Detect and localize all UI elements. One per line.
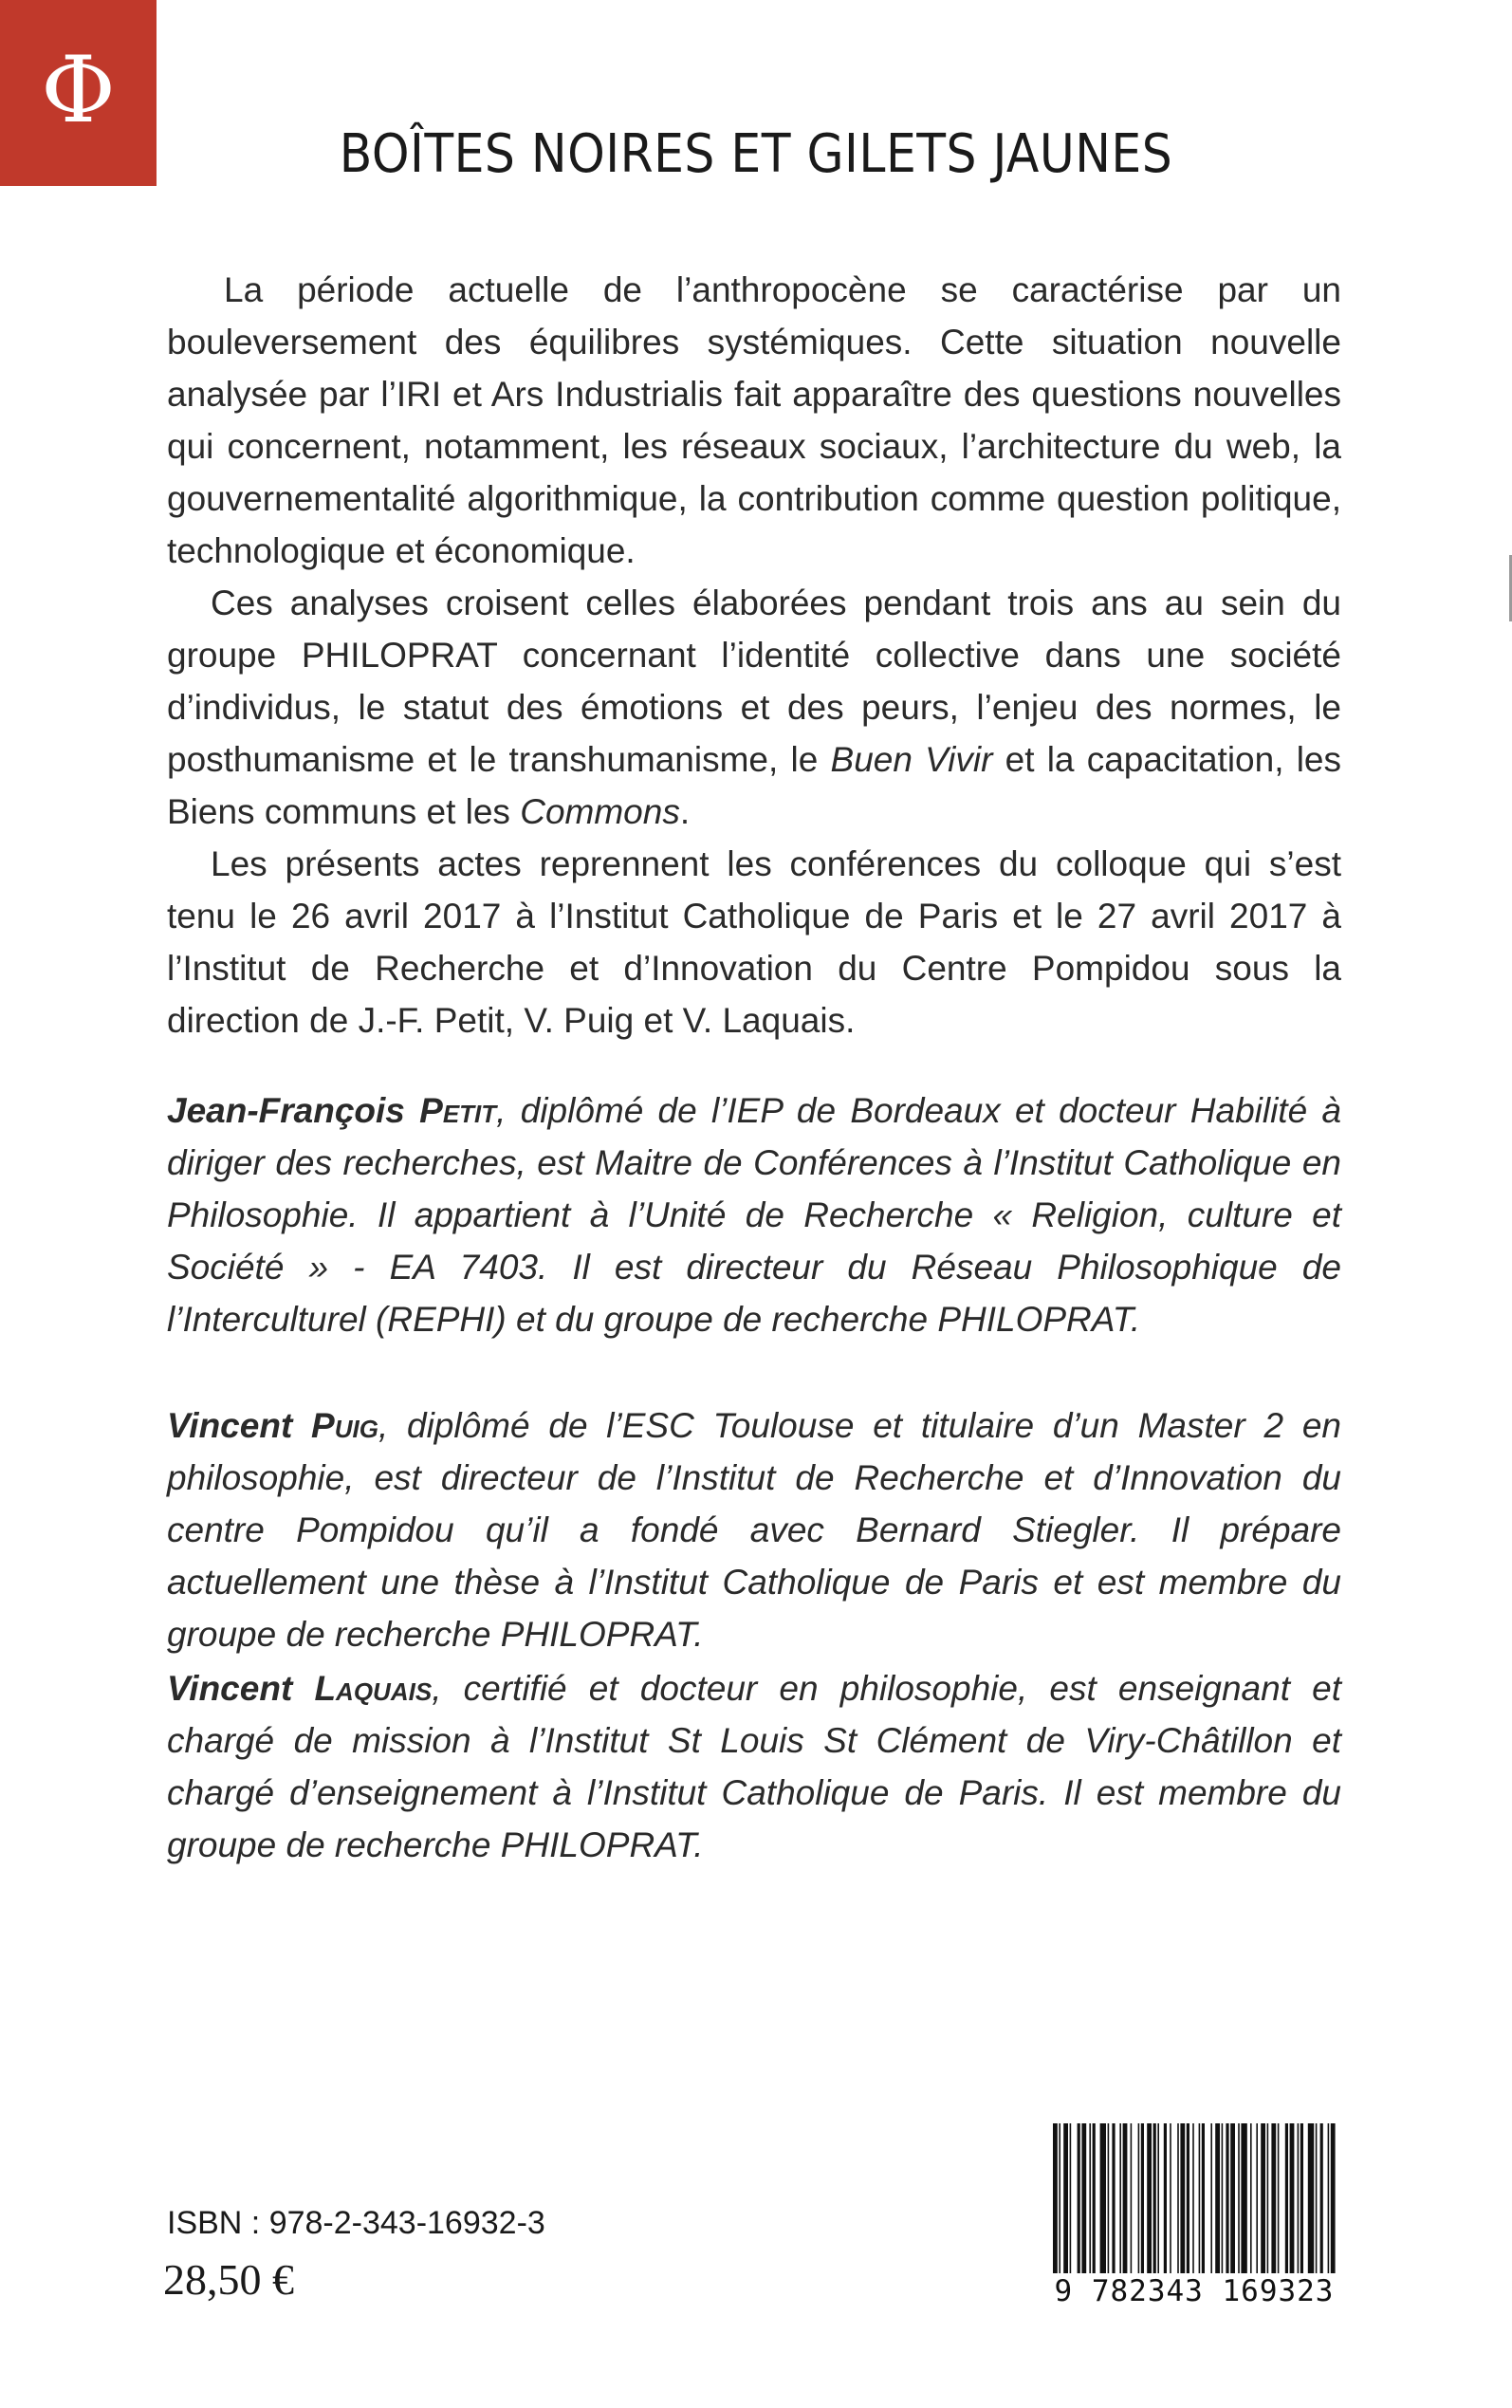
barcode-bar [1063, 2123, 1068, 2273]
barcode-bar [1123, 2123, 1128, 2273]
barcode-bar [1278, 2123, 1280, 2273]
barcode-bar [1300, 2123, 1303, 2273]
barcode-bar [1138, 2123, 1140, 2273]
author-first-name: Vincent [167, 1406, 312, 1445]
barcode-bar [1256, 2123, 1258, 2273]
barcode-bar [1226, 2123, 1228, 2273]
barcode-bar [1267, 2123, 1269, 2273]
barcode-bar [1202, 2123, 1205, 2273]
barcode-bar [1271, 2123, 1276, 2273]
summary-paragraph-1: La période actuelle de l’anthropocène se caractérise par un bouleversement des équilibres systémiques. Cette situation nouvelle analysée par l’IRI et Ars Industrialis fait apparaître des questions nouvelles qui concernent, notamment, les réseaux sociaux, l’architecture du web, la gouvernementalité algorithmique, la contribution comme question politique, technologique et économique. [167, 270, 1341, 570]
barcode-bar [1199, 2123, 1201, 2285]
barcode-bar [1157, 2123, 1159, 2273]
summary-paragraph-2 [167, 577, 1341, 838]
author-first-name: Vincent [167, 1669, 315, 1708]
barcode-bar [1081, 2123, 1086, 2273]
barcode-bar [1078, 2123, 1080, 2273]
barcode-bar [1059, 2123, 1060, 2285]
author-bio-text: , diplômé de l’IEP de Bordeaux et docteur Habilité à diriger des recherches, est Maitre de Conférences à l’Institut Catholique en Philosophie. Il appartient à l’Unité de Recherche « Religion, culture et Société » - EA 7403. Il est directeur du Réseau Philosophique de l’Interculturel (REPHI) et du groupe de recherche PHILOPRAT. [167, 1091, 1342, 1339]
barcode-bar [1298, 2123, 1300, 2273]
barcode-bar [1153, 2123, 1156, 2273]
barcode-bar [1210, 2123, 1212, 2273]
barcode-bar [1241, 2123, 1246, 2273]
author-bio-puig [167, 1399, 1341, 1660]
barcode-bar [1112, 2123, 1115, 2273]
barcode-bar [1180, 2123, 1185, 2273]
barcode-bar [1290, 2123, 1295, 2273]
author-surname: Puig [311, 1406, 378, 1445]
barcode-bar [1108, 2123, 1110, 2273]
isbn-label: ISBN : 978-2-343-16932-3 [167, 2205, 545, 2241]
author-bio-text: , certifié et docteur en philosophie, est enseignant et chargé de mission à l’Institut St Louis St Clément de Viry-Châtillon et chargé d’enseignement à l’Institut Catholique de Paris. Il est membre du groupe de recherche PHILOPRAT. [167, 1669, 1342, 1864]
barcode-bar [1093, 2123, 1096, 2273]
barcode-icon [1047, 2123, 1341, 2285]
barcode-bar [1230, 2123, 1235, 2273]
summary-text: et la capacitation, les Biens communs et les [167, 740, 1341, 831]
barcode-bar [1192, 2123, 1194, 2285]
book-title: BOÎTES NOIRES ET GILETS JAUNES [339, 123, 1173, 185]
barcode-bar [1141, 2123, 1144, 2273]
barcode-bar [1070, 2123, 1072, 2273]
barcode-bar [1053, 2123, 1058, 2285]
barcode-bar [1261, 2123, 1265, 2273]
barcode-bar [1147, 2123, 1152, 2273]
summary-text: Ces analyses croisent celles élaborées pendant trois ans au sein du groupe PHILOPRAT concernant l’identité collective dans une société d’individus, le statut des émotions et des peurs, l’enjeu des normes, le posthumanisme et le transhumanisme, le [167, 583, 1341, 779]
summary-text: . [679, 792, 691, 831]
barcode [1047, 2123, 1341, 2309]
barcode-bar [1100, 2123, 1106, 2273]
barcode-bar [1222, 2123, 1224, 2273]
barcode-bar [1187, 2123, 1189, 2273]
summary-italic-term: Buen Vivir [830, 740, 993, 779]
barcode-bar [1285, 2123, 1288, 2273]
author-bio-text: , diplômé de l’ESC Toulouse et titulaire d’un Master 2 en philosophie, est directeur de l’Institut de Recherche et d’Innovation du centre Pompidou qu’il a fondé avec Bernard Stiegler. Il prépare actuellement une thèse à l’Institut Catholique de Paris et est membre du groupe de recherche PHILOPRAT. [167, 1406, 1341, 1654]
barcode-bar [1316, 2123, 1318, 2273]
barcode-digits: 9 782343 169323 [1047, 2273, 1341, 2309]
summary-italic-term: Commons [520, 792, 680, 831]
author-bio-laquais [167, 1662, 1341, 1871]
price-label: 28,50 € [163, 2255, 294, 2304]
barcode-bar [1328, 2123, 1330, 2285]
barcode-bar [1089, 2123, 1091, 2273]
book-summary [167, 264, 1341, 1047]
author-surname: Laquais [314, 1669, 433, 1708]
author-first-name: Jean-François [167, 1091, 420, 1130]
author-bio-petit [167, 1084, 1341, 1345]
barcode-bar [1308, 2123, 1314, 2273]
barcode-bar [1320, 2123, 1323, 2273]
barcode-bar [1177, 2123, 1179, 2273]
barcode-bar [1164, 2123, 1167, 2273]
barcode-bar [1238, 2123, 1240, 2273]
phi-icon: Φ [41, 37, 116, 143]
barcode-bar [1250, 2123, 1252, 2273]
barcode-bar [1170, 2123, 1171, 2273]
summary-paragraph-3: Les présents actes reprennent les conférences du colloque qui s’est tenu le 26 avril 2017 à l’Institut Catholique de Paris et le 27 avril 2017 à l’Institut de Recherche et d’Innovation du Centre Pompidou sous la direction de J.-F. Petit, V. Puig et V. Laquais. [167, 844, 1341, 1040]
author-surname: Petit [419, 1091, 497, 1130]
barcode-bar [1331, 2123, 1336, 2285]
barcode-bar [1215, 2123, 1220, 2273]
barcode-bar [1131, 2123, 1133, 2273]
barcode-bar [1119, 2123, 1121, 2273]
